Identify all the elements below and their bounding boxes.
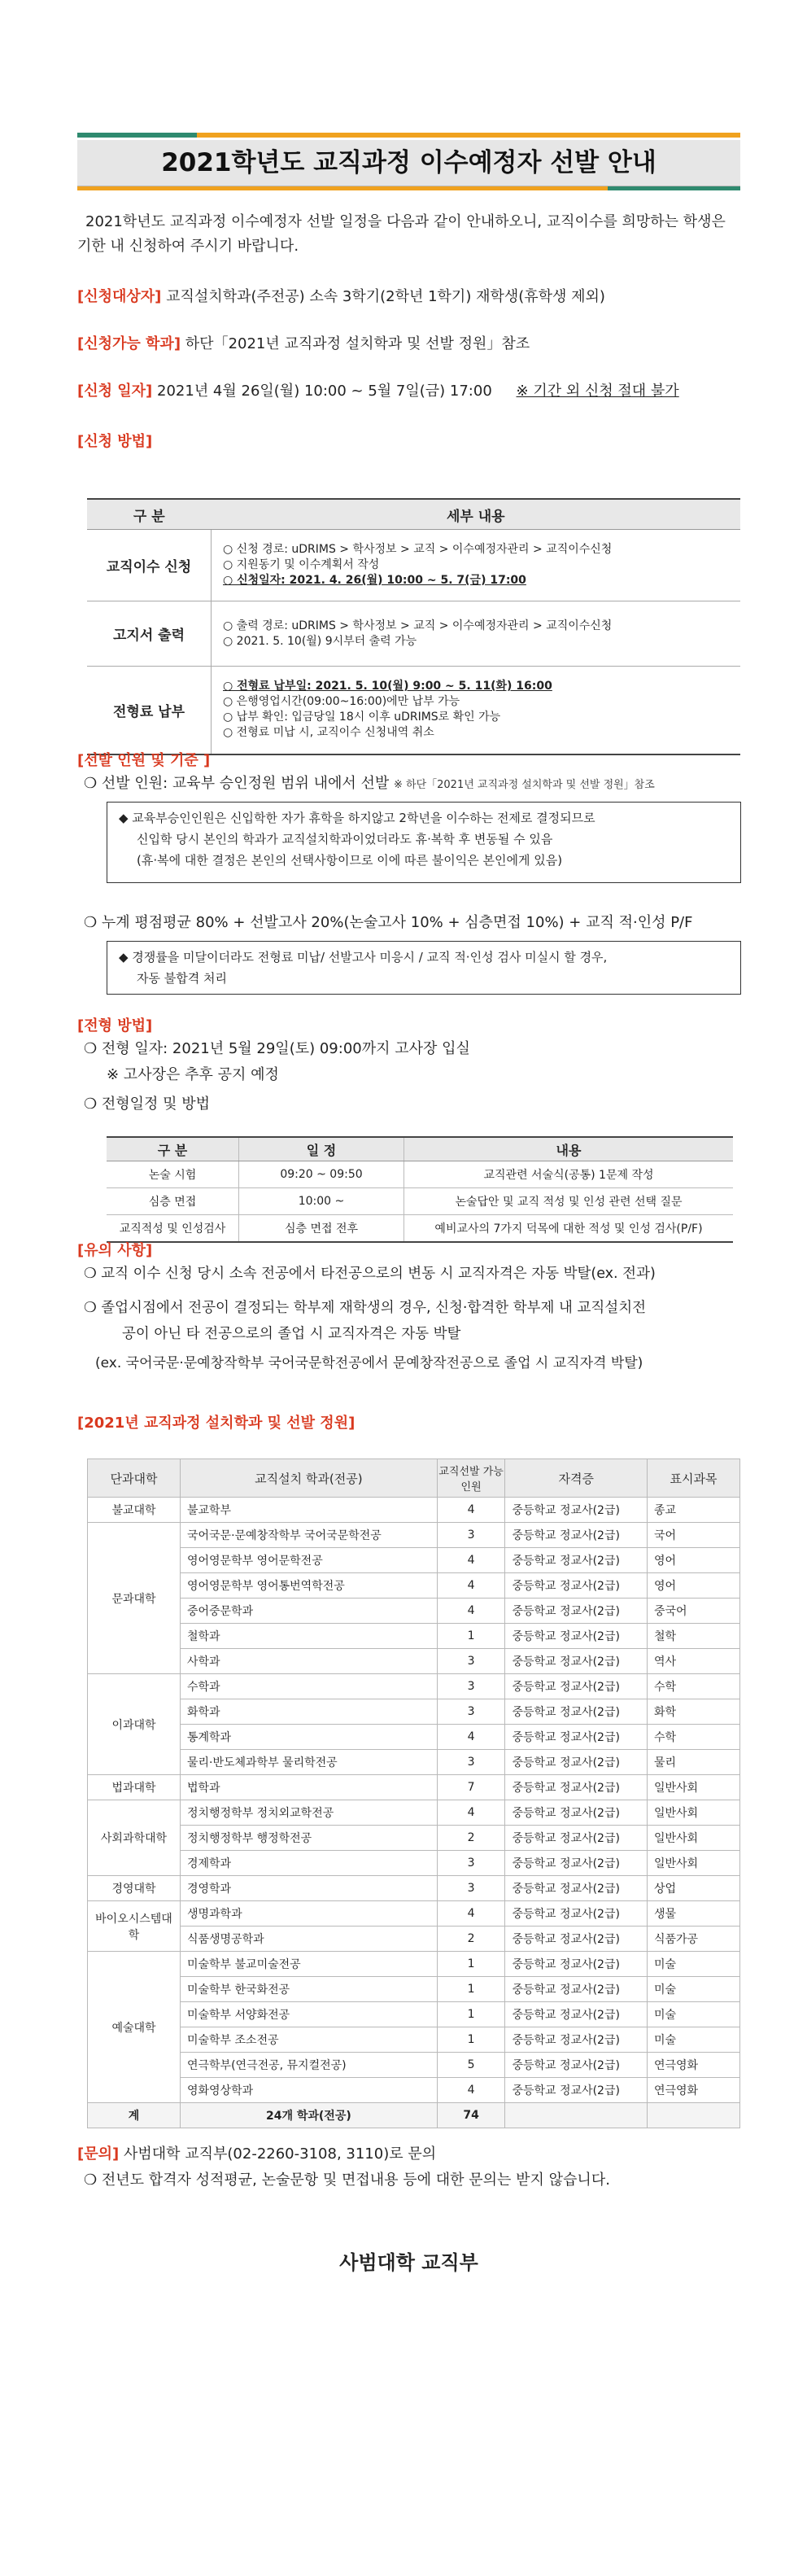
- quota-cell: 중등학교 정교사(2급): [505, 1599, 648, 1624]
- quota-cell: 4: [437, 1599, 505, 1624]
- quota-cell: 중등학교 정교사(2급): [505, 1876, 648, 1901]
- quota-cell: 4: [437, 1901, 505, 1927]
- quota-cell: 4: [437, 1548, 505, 1573]
- quota-cell: 종교: [647, 1498, 739, 1523]
- quota-cell: 1: [437, 1952, 505, 1977]
- title-bottom-bar: [77, 186, 740, 190]
- quota-cell: 중등학교 정교사(2급): [505, 1826, 648, 1851]
- quota-cell: 2: [437, 1927, 505, 1952]
- method-row: 교직이수 신청 ○ 신청 경로: uDRIMS > 학사정보 > 교직 > 이수예정자관리 > 교직이수신청 ○ 지원동기 및 이수계획서 작성 ○ 신청일자: 2021. 4. 26(월) 10:00 ~ 5. 7(금) 17:00: [87, 530, 740, 601]
- quota-cell: 불교학부: [180, 1498, 437, 1523]
- quota-cell: 중등학교 정교사(2급): [505, 1624, 648, 1649]
- table-row: [88, 1800, 740, 1826]
- caution-item-2: ❍ 졸업시점에서 전공이 결정되는 학부제 재학생의 경우, 신청·합격한 학부제 내 교직설치전: [84, 1300, 647, 1316]
- quota-heading: [선발 인원 및 기준 ]: [77, 752, 211, 769]
- quota-cell: 2: [437, 1826, 505, 1851]
- quota-cell: 연극영화: [647, 2053, 739, 2078]
- table-row: 논술 시험 09:20 ~ 09:50 교직관련 서술식(공통) 1문제 작성: [107, 1161, 733, 1188]
- table-row: [88, 1573, 740, 1599]
- quota-cell: 통계학과: [180, 1725, 437, 1750]
- quota-cell: 영어영문학부 영어문학전공: [180, 1548, 437, 1573]
- quota-cell: 중등학교 정교사(2급): [505, 1699, 648, 1725]
- quota-cell: 1: [437, 1977, 505, 2002]
- quota-notice-box-1: ◆ 교육부승인인원은 신입학한 자가 휴학을 하지않고 2학년을 이수하는 전제로 결정되므로 신입학 당시 본인의 학과가 교직설치학과이었더라도 휴·복학 후 변동될 수 있음 (휴·복에 대한 결정은 본인의 선택사항이므로 이에 따른 불이익은 본인에게 있음): [107, 802, 741, 883]
- quota-cell: 식품생명공학과: [180, 1927, 437, 1952]
- quota-cell: 국어국문·문예창작학부 국어국문학전공: [180, 1523, 437, 1548]
- exam-schedule-table: 구 분 일 정 내용 논술 시험 09:20 ~ 09:50 교직관련 서술식(공통) 1문제 작성 심층 면접 10:00 ~ 논술답안 및 교직 적성 및 인성 관련 선택 질문 교직적성 및 인성검사 심층 면접 전후 예비교사의 7가지 덕목에 대한 적성 및 인성 검사(P/F): [107, 1136, 733, 1243]
- method-row: 고지서 출력 ○ 출력 경로: uDRIMS > 학사정보 > 교직 > 이수예정자관리 > 교직이수신청 ○ 2021. 5. 10(월) 9시부터 출력 가능: [87, 601, 740, 667]
- college-cell: 법과대학: [88, 1775, 181, 1800]
- table-row: [88, 1548, 740, 1573]
- quota-cell: 철학과: [180, 1624, 437, 1649]
- quota-cell: 생물: [647, 1901, 739, 1927]
- table-row: 심층 면접 10:00 ~ 논술답안 및 교직 적성 및 인성 관련 선택 질문: [107, 1188, 733, 1215]
- quota-cell: 4: [437, 1573, 505, 1599]
- quota-cell: 중등학교 정교사(2급): [505, 1927, 648, 1952]
- quota-cell: 중등학교 정교사(2급): [505, 1901, 648, 1927]
- quota-cell: 4: [437, 2078, 505, 2103]
- quota-notice-box-2: ◆ 경쟁률을 미달이더라도 전형료 미납/ 선발고사 미응시 / 교직 적·인성 검사 미실시 할 경우, 자동 불합격 처리: [107, 941, 741, 995]
- sum-cell: 74: [437, 2103, 505, 2128]
- quota-cell: 중등학교 정교사(2급): [505, 1498, 648, 1523]
- college-cell: 경영대학: [88, 1876, 181, 1901]
- quota-cell: 정치행정학부 정치외교학전공: [180, 1800, 437, 1826]
- quota-cell: 영화영상학과: [180, 2078, 437, 2103]
- table-row: [88, 1876, 740, 1901]
- quota-cell: 미술: [647, 1952, 739, 1977]
- quota-cell: 수학: [647, 1725, 739, 1750]
- quota-cell: 상업: [647, 1876, 739, 1901]
- quota-cell: 중등학교 정교사(2급): [505, 2078, 648, 2103]
- table-row: [88, 1851, 740, 1876]
- quota-cell: 중등학교 정교사(2급): [505, 1548, 648, 1573]
- quota-cell: 미술학부 한국화전공: [180, 1977, 437, 2002]
- table-row: [88, 2002, 740, 2027]
- quota-cell: 연극영화: [647, 2078, 739, 2103]
- table-row: [88, 1977, 740, 2002]
- quota-cell: 중등학교 정교사(2급): [505, 1523, 648, 1548]
- quota-cell: 미술: [647, 1977, 739, 2002]
- quota-cell: 일반사회: [647, 1775, 739, 1800]
- table-row: 교직적성 및 인성검사 심층 면접 전후 예비교사의 7가지 덕목에 대한 적성 및 인성 검사(P/F): [107, 1215, 733, 1243]
- table-row: [88, 1952, 740, 1977]
- quota-cell: 연극학부(연극전공, 뮤지컬전공): [180, 2053, 437, 2078]
- quota-cell: 중등학교 정교사(2급): [505, 1649, 648, 1674]
- quota-cell: 1: [437, 1624, 505, 1649]
- method-row: 전형료 납부 ○ 전형료 납부일: 2021. 5. 10(월) 9:00 ~ 5. 11(화) 16:00 ○ 은행영업시간(09:00~16:00)에만 납부 가능 ○ 납부 확인: 입금당일 18시 이후 uDRIMS로 확인 가능 ○ 전형료 미납 시, 교직이수 신청내역 취소: [87, 667, 740, 754]
- quota-cell: 3: [437, 1851, 505, 1876]
- method-table: [87, 498, 740, 755]
- quota-item-1: ❍ 선발 인원: 교육부 승인정원 범위 내에서 선발 ※ 하단「2021년 교직과정 설치학과 및 선발 정원」참조: [84, 775, 655, 792]
- quota-cell: 5: [437, 2053, 505, 2078]
- quota-cell: 미술학부 조소전공: [180, 2027, 437, 2053]
- quota-cell: 사학과: [180, 1649, 437, 1674]
- quota-cell: 중등학교 정교사(2급): [505, 1775, 648, 1800]
- quota-cell: 3: [437, 1674, 505, 1699]
- table-row: [88, 1674, 740, 1699]
- quota-cell: 중등학교 정교사(2급): [505, 2053, 648, 2078]
- quota-cell: 생명과학과: [180, 1901, 437, 1927]
- quota-cell: 경제학과: [180, 1851, 437, 1876]
- quota-cell: 4: [437, 1725, 505, 1750]
- page-title: 2021학년도 교직과정 이수예정자 선발 안내: [161, 148, 657, 177]
- quota-cell: 역사: [647, 1649, 739, 1674]
- title-box: [77, 140, 740, 186]
- date-line: [신청 일자] 2021년 4월 26일(월) 10:00 ~ 5월 7일(금) 17:00 ※ 기간 외 신청 절대 불가: [77, 383, 679, 400]
- quota-cell: 물리·반도체과학부 물리학전공: [180, 1750, 437, 1775]
- sum-cell: 24개 학과(전공): [180, 2103, 437, 2128]
- table-row: [88, 1649, 740, 1674]
- quota-cell: 중등학교 정교사(2급): [505, 1674, 648, 1699]
- exam-item-1: ❍ 전형 일자: 2021년 5월 29일(토) 09:00까지 고사장 입실: [84, 1040, 470, 1057]
- quota-cell: 중등학교 정교사(2급): [505, 1800, 648, 1826]
- quota-cell: 수학: [647, 1674, 739, 1699]
- table-row: [88, 1624, 740, 1649]
- quota-cell: 중어중문학과: [180, 1599, 437, 1624]
- quota-cell: 미술: [647, 2002, 739, 2027]
- intro-text: 2021학년도 교직과정 이수예정자 선발 일정을 다음과 같이 안내하오니, 교직이수를 희망하는 학생은 기한 내 신청하여 주시기 바랍니다.: [77, 213, 726, 255]
- quota-table: [87, 1459, 740, 2128]
- quota-cell: 물리: [647, 1750, 739, 1775]
- table-row: [88, 1775, 740, 1800]
- caution-item-1: ❍ 교직 이수 신청 당시 소속 전공에서 타전공으로의 변동 시 교직자격은 자동 박탈(ex. 전과): [84, 1266, 656, 1282]
- quota-col-header: 자격증: [505, 1459, 648, 1498]
- quota-cell: 3: [437, 1750, 505, 1775]
- caution-example: (ex. 국어국문·문예창작학부 국어국문학전공에서 문예창작전공으로 졸업 시 교직자격 박탈): [95, 1355, 643, 1371]
- table-row: [88, 1750, 740, 1775]
- table-row: [88, 2027, 740, 2053]
- quota-cell: 화학: [647, 1699, 739, 1725]
- quota-cell: 미술: [647, 2027, 739, 2053]
- table-row: [88, 1699, 740, 1725]
- quota-cell: 3: [437, 1876, 505, 1901]
- quota-cell: 중등학교 정교사(2급): [505, 1750, 648, 1775]
- exam-heading: [전형 방법]: [77, 1017, 153, 1034]
- dept-line: [신청가능 학과] 하단「2021년 교직과정 설치학과 및 선발 정원」참조: [77, 335, 530, 352]
- college-cell: 불교대학: [88, 1498, 181, 1523]
- target-line: [신청대상자] 교직설치학과(주전공) 소속 3학기(2학년 1학기) 재학생(휴학생 제외): [77, 288, 605, 305]
- table-row: [88, 1901, 740, 1927]
- exam-item-1-note: ※ 고사장은 추후 공지 예정: [107, 1066, 279, 1083]
- title-top-bar: [77, 133, 740, 138]
- quota-cell: 중등학교 정교사(2급): [505, 2027, 648, 2053]
- quota-sum-row: [88, 2103, 740, 2128]
- quota-cell: 식품가공: [647, 1927, 739, 1952]
- signature: 사범대학 교직부: [339, 2251, 478, 2274]
- table-row: [88, 1498, 740, 1523]
- quota-cell: 영어영문학부 영어통번역학전공: [180, 1573, 437, 1599]
- quota-cell: 3: [437, 1523, 505, 1548]
- quota-cell: 일반사회: [647, 1851, 739, 1876]
- method-heading: [신청 방법]: [77, 433, 153, 450]
- quota-cell: 미술학부 불교미술전공: [180, 1952, 437, 1977]
- quota-cell: 4: [437, 1800, 505, 1826]
- college-cell: 바이오시스템대학: [88, 1901, 181, 1952]
- quota-table-header: [88, 1459, 740, 1498]
- table-row: [88, 1725, 740, 1750]
- quota-col-header: 단과대학: [88, 1459, 181, 1498]
- quota-cell: 정치행정학부 행정학전공: [180, 1826, 437, 1851]
- table-row: [88, 2078, 740, 2103]
- exam-item-2: ❍ 전형일정 및 방법: [84, 1096, 211, 1113]
- table-row: [88, 1927, 740, 1952]
- quota-cell: 4: [437, 1498, 505, 1523]
- quota-col-header: 표시과목: [647, 1459, 739, 1498]
- quota-item-2: ❍ 누계 평점평균 80% + 선발고사 20%(논술고사 10% + 심층면접 10%) + 교직 적·인성 P/F: [84, 914, 693, 931]
- quota-col-header: 교직설치 학과(전공): [180, 1459, 437, 1498]
- college-cell: 사회과학대학: [88, 1800, 181, 1876]
- caution-item-2-cont: 공이 아닌 타 전공으로의 졸업 시 교직자격은 자동 박탈: [122, 1326, 461, 1342]
- method-col-1: 구 분: [87, 499, 212, 530]
- quota-cell: 1: [437, 2027, 505, 2053]
- quota-cell: 중등학교 정교사(2급): [505, 1977, 648, 2002]
- college-cell: 예술대학: [88, 1952, 181, 2103]
- sum-cell: [647, 2103, 739, 2128]
- quota-cell: 7: [437, 1775, 505, 1800]
- college-cell: 문과대학: [88, 1523, 181, 1674]
- quota-cell: 영어: [647, 1573, 739, 1599]
- contact-line: [문의] 사범대학 교직부(02-2260-3108, 3110)로 문의: [77, 2145, 437, 2163]
- quota-cell: 중등학교 정교사(2급): [505, 1952, 648, 1977]
- quota-cell: 미술학부 서양화전공: [180, 2002, 437, 2027]
- quota-cell: 국어: [647, 1523, 739, 1548]
- quota-cell: 1: [437, 2002, 505, 2027]
- quota-cell: 경영학과: [180, 1876, 437, 1901]
- quota-cell: 중등학교 정교사(2급): [505, 1851, 648, 1876]
- quota-table-heading: [2021년 교직과정 설치학과 및 선발 정원]: [77, 1415, 356, 1432]
- quota-cell: 법학과: [180, 1775, 437, 1800]
- sum-cell: [505, 2103, 648, 2128]
- quota-cell: 일반사회: [647, 1800, 739, 1826]
- sum-cell: 계: [88, 2103, 181, 2128]
- quota-cell: 영어: [647, 1548, 739, 1573]
- quota-cell: 철학: [647, 1624, 739, 1649]
- table-row: [88, 1599, 740, 1624]
- quota-cell: 3: [437, 1699, 505, 1725]
- quota-cell: 중등학교 정교사(2급): [505, 1725, 648, 1750]
- college-cell: 이과대학: [88, 1674, 181, 1775]
- quota-cell: 중등학교 정교사(2급): [505, 1573, 648, 1599]
- quota-cell: 수학과: [180, 1674, 437, 1699]
- quota-cell: 중국어: [647, 1599, 739, 1624]
- contact-item: ❍ 전년도 합격자 성적평균, 논술문항 및 면접내용 등에 대한 문의는 받지 않습니다.: [84, 2171, 610, 2189]
- quota-col-header: 교직선발 가능인원: [437, 1459, 505, 1498]
- quota-cell: 중등학교 정교사(2급): [505, 2002, 648, 2027]
- quota-cell: 화학과: [180, 1699, 437, 1725]
- method-col-2: 세부 내용: [212, 499, 741, 530]
- table-row: [88, 1523, 740, 1548]
- quota-cell: 3: [437, 1649, 505, 1674]
- table-row: [88, 1826, 740, 1851]
- caution-heading: [유의 사항]: [77, 1242, 153, 1259]
- table-row: [88, 2053, 740, 2078]
- quota-cell: 일반사회: [647, 1826, 739, 1851]
